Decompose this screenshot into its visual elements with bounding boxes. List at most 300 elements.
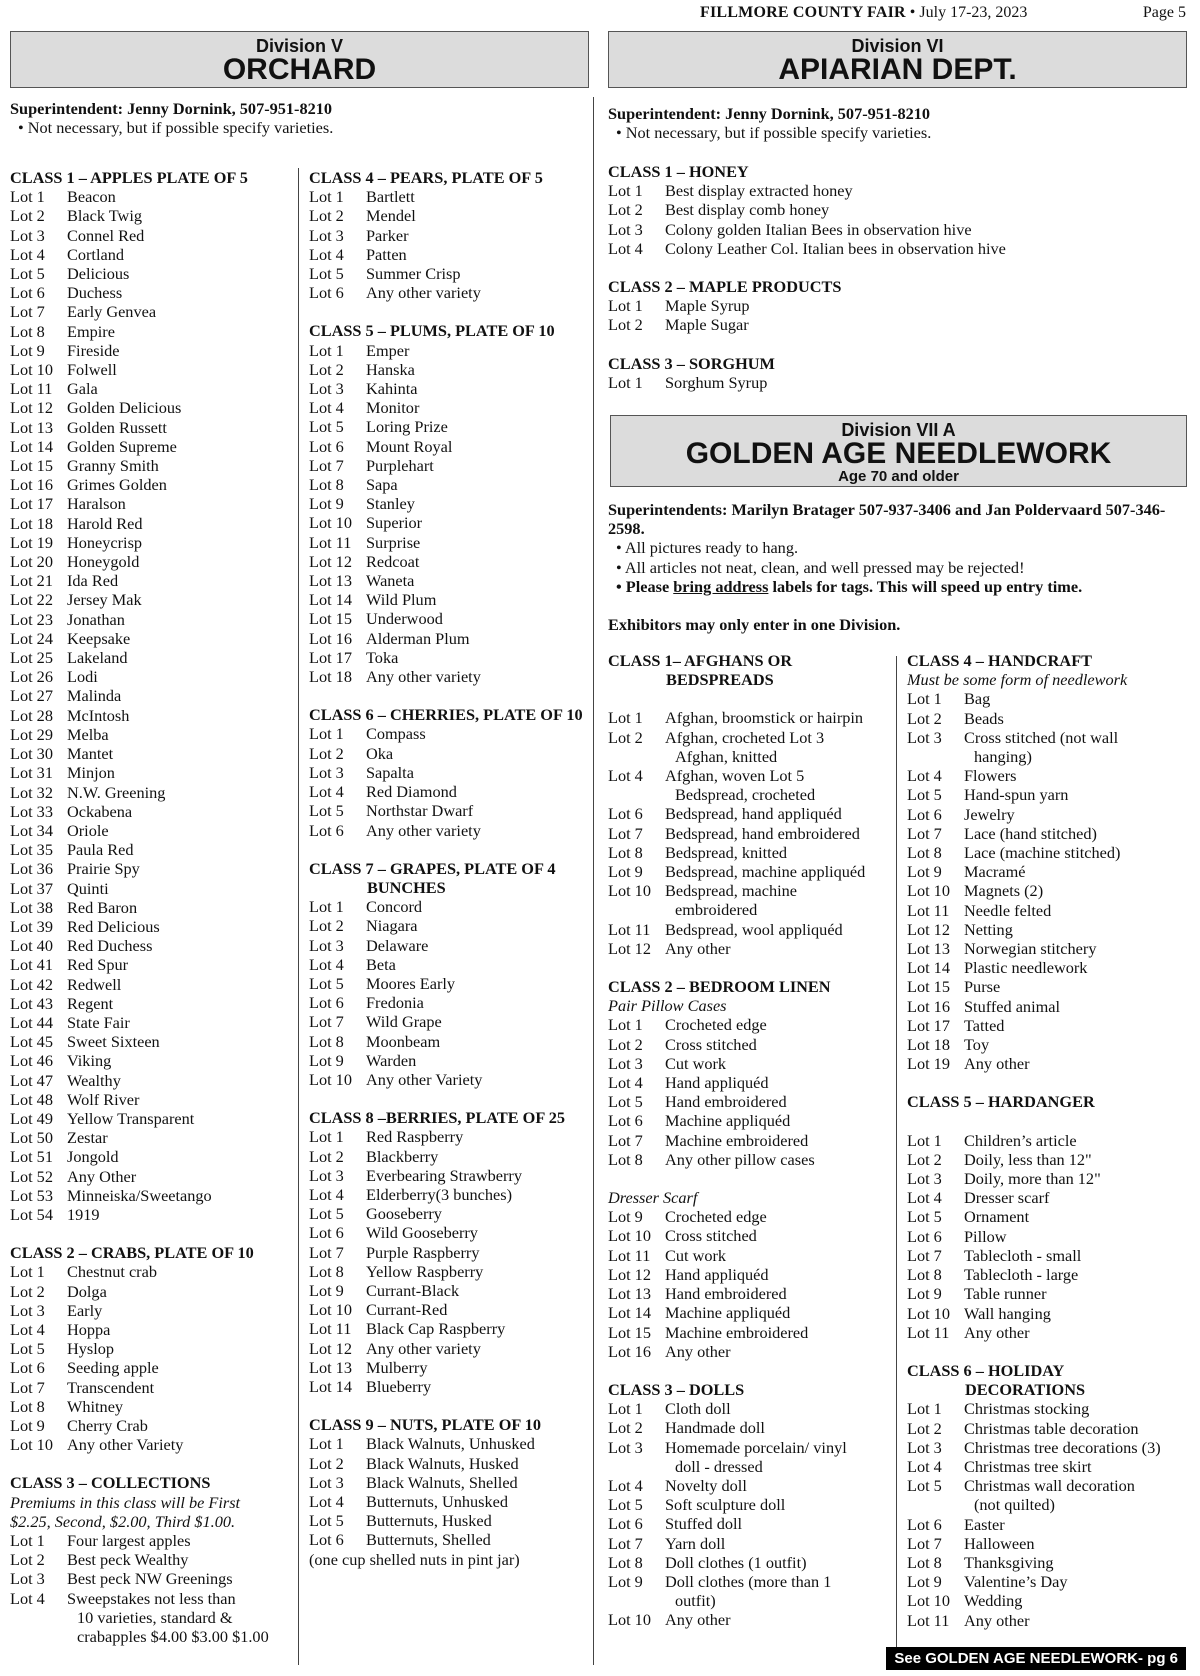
division-viia-label: Division VII A xyxy=(841,420,956,440)
lot-row xyxy=(309,1319,593,1338)
lot-number: Lot 1 xyxy=(608,1399,643,1419)
lot-description: Needle felted xyxy=(964,900,1052,920)
lot-number: Lot 29 xyxy=(10,724,53,744)
lot-row xyxy=(10,783,295,802)
lot-description-line: Afghan, crocheted Lot 3 xyxy=(665,727,825,747)
lot-number: Lot 10 xyxy=(907,1591,950,1611)
lot-row xyxy=(309,609,593,628)
lot-description: Flowers xyxy=(964,766,1017,786)
lot-row xyxy=(608,1111,893,1130)
lot-row xyxy=(309,955,593,974)
lot-number: Lot 17 xyxy=(907,1015,950,1035)
lot-number: Lot 8 xyxy=(309,1261,344,1281)
lot-description: Bedspread, hand appliquéd xyxy=(665,804,842,824)
lot-description: Waneta xyxy=(366,571,415,591)
lot-row xyxy=(907,1399,1192,1418)
lot-description-line: Cross stitched (not wall xyxy=(964,727,1119,747)
class-title: CLASS 3 – SORGHUM xyxy=(608,353,775,373)
lot-row xyxy=(608,1131,893,1150)
lot-row xyxy=(309,264,593,283)
lot-row xyxy=(10,667,295,686)
lot-row xyxy=(907,1188,1192,1207)
lot-row xyxy=(608,843,893,862)
lot-description xyxy=(665,728,893,766)
lot-number: Lot 8 xyxy=(608,842,643,862)
lot-description: Quinti xyxy=(67,878,109,898)
lot-row xyxy=(10,533,295,552)
division-viia-bullet-1: • All pictures ready to hang. xyxy=(616,538,799,558)
lot-description: Tablecloth - large xyxy=(964,1265,1079,1285)
lot-number: Lot 6 xyxy=(309,1530,344,1550)
lot-description: Hand embroidered xyxy=(665,1284,787,1304)
lot-number: Lot 4 xyxy=(309,782,344,802)
lot-description: Sapa xyxy=(366,475,398,495)
spacer xyxy=(907,1073,1192,1092)
lot-row xyxy=(608,1514,893,1533)
lot-number: Lot 6 xyxy=(309,1223,344,1243)
lot-row xyxy=(907,977,1192,996)
lot-row xyxy=(907,1438,1192,1457)
lot-number: Lot 13 xyxy=(10,417,53,437)
lot-description: Oka xyxy=(366,743,394,763)
lot-number: Lot 13 xyxy=(907,939,950,959)
class-title: CLASS 5 – HARDANGER xyxy=(907,1092,1095,1112)
lot-number: Lot 3 xyxy=(309,762,344,782)
lot-description-line: crabapples $4.00 $3.00 $1.00 xyxy=(77,1627,269,1647)
lot-number: Lot 2 xyxy=(608,315,643,335)
lot-row xyxy=(608,939,893,958)
lot-description: Bedspread, knitted xyxy=(665,842,788,862)
lot-number: Lot 15 xyxy=(309,609,352,629)
lot-description: Monitor xyxy=(366,398,420,418)
lot-row xyxy=(10,1531,295,1550)
lot-number: Lot 5 xyxy=(10,1339,45,1359)
lot-number: Lot 8 xyxy=(608,1552,643,1572)
lot-description: Any other variety xyxy=(366,820,481,840)
lot-row xyxy=(907,939,1192,958)
lot-row xyxy=(309,1492,593,1511)
lot-number: Lot 4 xyxy=(608,766,643,786)
lot-description: Any other pillow cases xyxy=(665,1149,815,1169)
lot-row xyxy=(907,1304,1192,1323)
lot-number: Lot 2 xyxy=(907,1418,942,1438)
lot-row xyxy=(907,1035,1192,1054)
lot-description: Easter xyxy=(964,1514,1005,1534)
lot-description-line: Doll clothes (more than 1 xyxy=(665,1571,832,1591)
lot-description xyxy=(665,766,893,804)
spacer xyxy=(309,840,593,859)
lot-number: Lot 5 xyxy=(907,1207,942,1227)
orchard-column-1 xyxy=(10,168,295,1646)
lot-row xyxy=(10,840,295,859)
lot-description xyxy=(665,881,893,919)
class-title: CLASS 6 – HOLIDAY xyxy=(907,1360,1065,1380)
lot-description: Bedspread, hand embroidered xyxy=(665,823,860,843)
lot-description: Wild Plum xyxy=(366,590,437,610)
lot-description-line: outfit) xyxy=(675,1591,716,1611)
lot-number: Lot 46 xyxy=(10,1051,53,1071)
division-vi-label: Division VI xyxy=(851,36,944,56)
lot-row xyxy=(907,1054,1192,1073)
lot-description: Gala xyxy=(67,379,98,399)
lot-number: Lot 2 xyxy=(309,206,344,226)
lot-row xyxy=(10,744,295,763)
division-viia-info xyxy=(608,500,1193,634)
lot-number: Lot 5 xyxy=(608,1092,643,1112)
lot-number: Lot 5 xyxy=(309,264,344,284)
lot-number: Lot 4 xyxy=(309,954,344,974)
lot-row xyxy=(907,1016,1192,1035)
lot-description-line: Bedspread, crocheted xyxy=(675,785,816,805)
division-viia-bullet-3: • Please bring address labels for tags. This will speed up entry time. xyxy=(616,576,1083,596)
lot-description: Stuffed doll xyxy=(665,1514,743,1534)
lot-row xyxy=(907,805,1192,824)
lot-number: Lot 1 xyxy=(10,187,45,207)
lot-description: Blueberry xyxy=(366,1376,432,1396)
lot-description: Yarn doll xyxy=(665,1533,726,1553)
lot-description: Crocheted edge xyxy=(665,1207,767,1227)
lot-number: Lot 9 xyxy=(907,1284,942,1304)
lot-row xyxy=(907,766,1192,785)
lot-number: Lot 3 xyxy=(907,1169,942,1189)
lot-description: Red Raspberry xyxy=(366,1127,464,1147)
lot-description: Whitney xyxy=(67,1396,124,1416)
lot-number: Lot 5 xyxy=(10,264,45,284)
lot-number: Lot 45 xyxy=(10,1032,53,1052)
spacer xyxy=(608,335,1198,354)
lot-description: Seeding apple xyxy=(67,1358,159,1378)
lot-number: Lot 4 xyxy=(608,238,643,258)
lot-description: Lace (hand stitched) xyxy=(964,823,1097,843)
lot-row xyxy=(10,975,295,994)
lot-description: Jongold xyxy=(67,1147,119,1167)
class-title: CLASS 2 – BEDROOM LINEN xyxy=(608,977,831,997)
lot-description: Christmas stocking xyxy=(964,1399,1090,1419)
lot-number: Lot 14 xyxy=(907,958,950,978)
lot-description: Any other variety xyxy=(366,667,481,687)
lot-description: Lace (machine stitched) xyxy=(964,843,1121,863)
lot-row xyxy=(309,1185,593,1204)
column-divider-1 xyxy=(298,168,299,1665)
lot-description: Golden Supreme xyxy=(67,436,177,456)
lot-row xyxy=(309,417,593,436)
lot-description: Handmade doll xyxy=(665,1418,765,1438)
lot-row xyxy=(10,936,295,955)
lot-row xyxy=(10,360,295,379)
lot-row xyxy=(309,916,593,935)
lot-number: Lot 2 xyxy=(907,708,942,728)
lot-number: Lot 9 xyxy=(309,1280,344,1300)
lot-row xyxy=(10,686,295,705)
lot-number: Lot 1 xyxy=(309,1434,344,1454)
lot-number: Lot 11 xyxy=(309,532,352,552)
lot-number: Lot 38 xyxy=(10,897,53,917)
lot-number: Lot 12 xyxy=(608,1264,651,1284)
lot-row xyxy=(907,920,1192,939)
lot-row xyxy=(309,1223,593,1242)
lot-number: Lot 8 xyxy=(608,1149,643,1169)
needlework-column-2 xyxy=(907,651,1192,1630)
lot-description: Honeycrisp xyxy=(67,532,143,552)
lot-row xyxy=(907,709,1192,728)
lot-number: Lot 23 xyxy=(10,609,53,629)
lot-description: Redcoat xyxy=(366,551,420,571)
lot-number: Lot 9 xyxy=(608,862,643,882)
lot-number: Lot 16 xyxy=(10,475,53,495)
lot-row xyxy=(309,648,593,667)
lot-description: Maple Sugar xyxy=(665,315,749,335)
lot-description: Moonbeam xyxy=(366,1031,441,1051)
lot-number: Lot 1 xyxy=(608,181,643,201)
division-vi-banner xyxy=(608,31,1187,88)
lot-description: Kahinta xyxy=(366,379,418,399)
lot-row xyxy=(907,1246,1192,1265)
lot-number: Lot 37 xyxy=(10,878,53,898)
lot-row xyxy=(10,955,295,974)
lot-number: Lot 6 xyxy=(309,436,344,456)
lot-description: Magnets (2) xyxy=(964,881,1044,901)
lot-description: Gooseberry xyxy=(366,1204,442,1224)
lot-description: Stuffed animal xyxy=(964,996,1061,1016)
lot-row xyxy=(309,475,593,494)
lot-row xyxy=(10,437,295,456)
lot-row xyxy=(309,936,593,955)
lot-row xyxy=(10,1262,295,1281)
division-viia-bullet-2: • All articles not neat, clean, and well pressed may be rejected! xyxy=(616,557,1025,577)
lot-number: Lot 1 xyxy=(608,708,643,728)
lot-number: Lot 5 xyxy=(907,1476,942,1496)
lot-description-line: Homemade porcelain/ vinyl xyxy=(665,1437,847,1457)
lot-row xyxy=(309,1454,593,1473)
lot-number: Lot 8 xyxy=(907,843,942,863)
lot-description: State Fair xyxy=(67,1012,130,1032)
lot-number: Lot 11 xyxy=(309,1319,352,1339)
lot-number: Lot 54 xyxy=(10,1204,53,1224)
lot-description: Moores Early xyxy=(366,973,456,993)
lot-description: Any other xyxy=(964,1054,1030,1074)
lot-description: Cloth doll xyxy=(665,1399,731,1419)
lot-row xyxy=(309,1051,593,1070)
lot-number: Lot 4 xyxy=(309,244,344,264)
lot-number: Lot 10 xyxy=(608,881,651,901)
division-viia-title: GOLDEN AGE NEEDLEWORK xyxy=(685,437,1112,470)
lot-description-line: embroidered xyxy=(675,900,758,920)
lot-description: Cut work xyxy=(665,1053,727,1073)
lot-number: Lot 3 xyxy=(309,1165,344,1185)
lot-description: Soft sculpture doll xyxy=(665,1495,786,1515)
lot-number: Lot 1 xyxy=(907,689,942,709)
lot-description: Bedspread, machine appliquéd xyxy=(665,862,866,882)
lot-number: Lot 6 xyxy=(10,1358,45,1378)
lot-description-line: (not quilted) xyxy=(974,1495,1055,1515)
lot-number: Lot 8 xyxy=(309,475,344,495)
lot-description: Minjon xyxy=(67,763,115,783)
lot-number: Lot 3 xyxy=(309,225,344,245)
lot-number: Lot 3 xyxy=(10,1300,45,1320)
lot-row xyxy=(608,1342,893,1361)
lot-number: Lot 12 xyxy=(10,398,53,418)
lot-description: Early Genvea xyxy=(67,302,157,322)
class-title: CLASS 5 – PLUMS, PLATE OF 10 xyxy=(309,321,555,341)
lot-row xyxy=(10,610,295,629)
lot-description: Jewelry xyxy=(964,804,1015,824)
lot-row xyxy=(309,590,593,609)
lot-row xyxy=(608,1572,893,1610)
lot-row xyxy=(309,226,593,245)
lot-row xyxy=(608,1150,893,1169)
lot-number: Lot 1 xyxy=(309,897,344,917)
lot-number: Lot 25 xyxy=(10,648,53,668)
lot-description: Golden Delicious xyxy=(67,398,182,418)
lot-number: Lot 7 xyxy=(608,1130,643,1150)
lot-row xyxy=(10,1051,295,1070)
lot-number: Lot 1 xyxy=(608,372,643,392)
lot-description: Dresser scarf xyxy=(964,1188,1050,1208)
lot-description: Cut work xyxy=(665,1245,727,1265)
class-title-continued: BUNCHES xyxy=(367,877,446,897)
lot-description: Halloween xyxy=(964,1533,1035,1553)
lot-row xyxy=(309,1530,593,1549)
needlework-column-1 xyxy=(608,651,893,1630)
lot-description: Hand appliquéd xyxy=(665,1073,769,1093)
class-title-continued: BEDSPREADS xyxy=(666,670,774,690)
lot-row xyxy=(309,360,593,379)
lot-number: Lot 3 xyxy=(309,1472,344,1492)
class-title: CLASS 2 – CRABS, PLATE OF 10 xyxy=(10,1243,254,1263)
lot-number: Lot 22 xyxy=(10,590,53,610)
lot-number: Lot 12 xyxy=(309,551,352,571)
lot-number: Lot 11 xyxy=(608,919,651,939)
lot-number: Lot 7 xyxy=(309,1012,344,1032)
lot-row xyxy=(10,648,295,667)
spacer xyxy=(608,1169,893,1188)
lot-row xyxy=(907,997,1192,1016)
lot-description: Hand appliquéd xyxy=(665,1264,769,1284)
lot-row xyxy=(309,1262,593,1281)
lot-number: Lot 6 xyxy=(608,1111,643,1131)
lot-number: Lot 6 xyxy=(907,1226,942,1246)
lot-description: Christmas table decoration xyxy=(964,1418,1139,1438)
spacer xyxy=(907,1342,1192,1361)
lot-row xyxy=(10,821,295,840)
lot-description: Machine embroidered xyxy=(665,1322,809,1342)
lot-number: Lot 49 xyxy=(10,1108,53,1128)
lot-number: Lot 9 xyxy=(309,494,344,514)
lot-number: Lot 36 xyxy=(10,859,53,879)
lot-number: Lot 10 xyxy=(608,1610,651,1630)
lot-number: Lot 42 xyxy=(10,974,53,994)
lot-number: Lot 6 xyxy=(309,820,344,840)
spacer xyxy=(10,1454,295,1473)
lot-number: Lot 8 xyxy=(907,1552,942,1572)
lot-description: Plastic needlework xyxy=(964,958,1088,978)
lot-row xyxy=(608,220,1198,239)
lot-description: Black Walnuts, Unhusked xyxy=(366,1434,535,1454)
lot-description: Beacon xyxy=(67,187,116,207)
lot-description: Black Walnuts, Husked xyxy=(366,1453,519,1473)
class-note: $2.25, Second, $2.00, Third $1.00. xyxy=(10,1511,236,1531)
lot-row xyxy=(608,881,893,919)
lot-description: Sweet Sixteen xyxy=(67,1032,160,1052)
lot-row xyxy=(309,1032,593,1051)
lot-description: Afghan, broomstick or hairpin xyxy=(665,708,864,728)
lot-description: Children’s article xyxy=(964,1130,1077,1150)
lot-row xyxy=(608,1495,893,1514)
lot-row xyxy=(907,1553,1192,1572)
spacer xyxy=(608,689,893,708)
lot-number: Lot 48 xyxy=(10,1089,53,1109)
lot-row xyxy=(10,763,295,782)
lot-row xyxy=(608,1226,893,1245)
class-title: CLASS 4 – HANDCRAFT xyxy=(907,651,1092,670)
lot-number: Lot 2 xyxy=(907,1149,942,1169)
lot-row xyxy=(10,1167,295,1186)
lot-number: Lot 40 xyxy=(10,936,53,956)
lot-number: Lot 34 xyxy=(10,820,53,840)
lot-description: Purse xyxy=(964,977,1001,997)
lot-description: Mendel xyxy=(366,206,416,226)
lot-row xyxy=(10,1071,295,1090)
lot-description: Best peck Wealthy xyxy=(67,1550,189,1570)
lot-number: Lot 18 xyxy=(907,1035,950,1055)
lot-number: Lot 2 xyxy=(608,1418,643,1438)
lot-description: Folwell xyxy=(67,360,117,380)
lot-number: Lot 7 xyxy=(608,823,643,843)
lot-row xyxy=(309,283,593,302)
lot-description: Butternuts, Shelled xyxy=(366,1530,491,1550)
lot-number: Lot 19 xyxy=(10,532,53,552)
lot-description: Butternuts, Husked xyxy=(366,1511,492,1531)
lot-number: Lot 16 xyxy=(608,1341,651,1361)
lot-number: Lot 14 xyxy=(309,590,352,610)
lot-row xyxy=(608,1553,893,1572)
lot-row xyxy=(907,1265,1192,1284)
lot-number: Lot 3 xyxy=(309,379,344,399)
lot-description: Duchess xyxy=(67,283,123,303)
column-divider-2 xyxy=(593,97,594,1665)
lot-row xyxy=(907,1419,1192,1438)
lot-row xyxy=(309,821,593,840)
lot-number: Lot 28 xyxy=(10,705,53,725)
lot-number: Lot 17 xyxy=(10,494,53,514)
lot-row xyxy=(608,1246,893,1265)
lot-number: Lot 2 xyxy=(309,359,344,379)
lot-number: Lot 4 xyxy=(10,244,45,264)
lot-row xyxy=(608,766,893,804)
lot-number: Lot 6 xyxy=(309,993,344,1013)
lot-row xyxy=(10,1435,295,1454)
lot-number: Lot 3 xyxy=(907,1437,942,1457)
lot-row xyxy=(10,571,295,590)
lot-number: Lot 4 xyxy=(907,1456,942,1476)
division-vi-superintendent: Superintendent: Jenny Dornink, 507-951-8210 xyxy=(608,104,931,123)
lot-row xyxy=(10,245,295,264)
spacer xyxy=(309,1089,593,1108)
spacer xyxy=(10,1224,295,1243)
lot-description: Christmas tree decorations (3) xyxy=(964,1437,1161,1457)
lot-description: Toy xyxy=(964,1035,990,1055)
lot-row xyxy=(309,1358,593,1377)
lot-description: Lakeland xyxy=(67,648,128,668)
lot-description xyxy=(67,1589,295,1647)
lot-number: Lot 15 xyxy=(907,977,950,997)
lot-description: Wedding xyxy=(964,1591,1023,1611)
lot-description: Machine appliquéd xyxy=(665,1303,791,1323)
lot-number: Lot 11 xyxy=(608,1245,651,1265)
lot-description: Colony golden Italian Bees in observation hive xyxy=(665,219,972,239)
division-v-label: Division V xyxy=(255,36,344,56)
lot-description: Ornament xyxy=(964,1207,1030,1227)
